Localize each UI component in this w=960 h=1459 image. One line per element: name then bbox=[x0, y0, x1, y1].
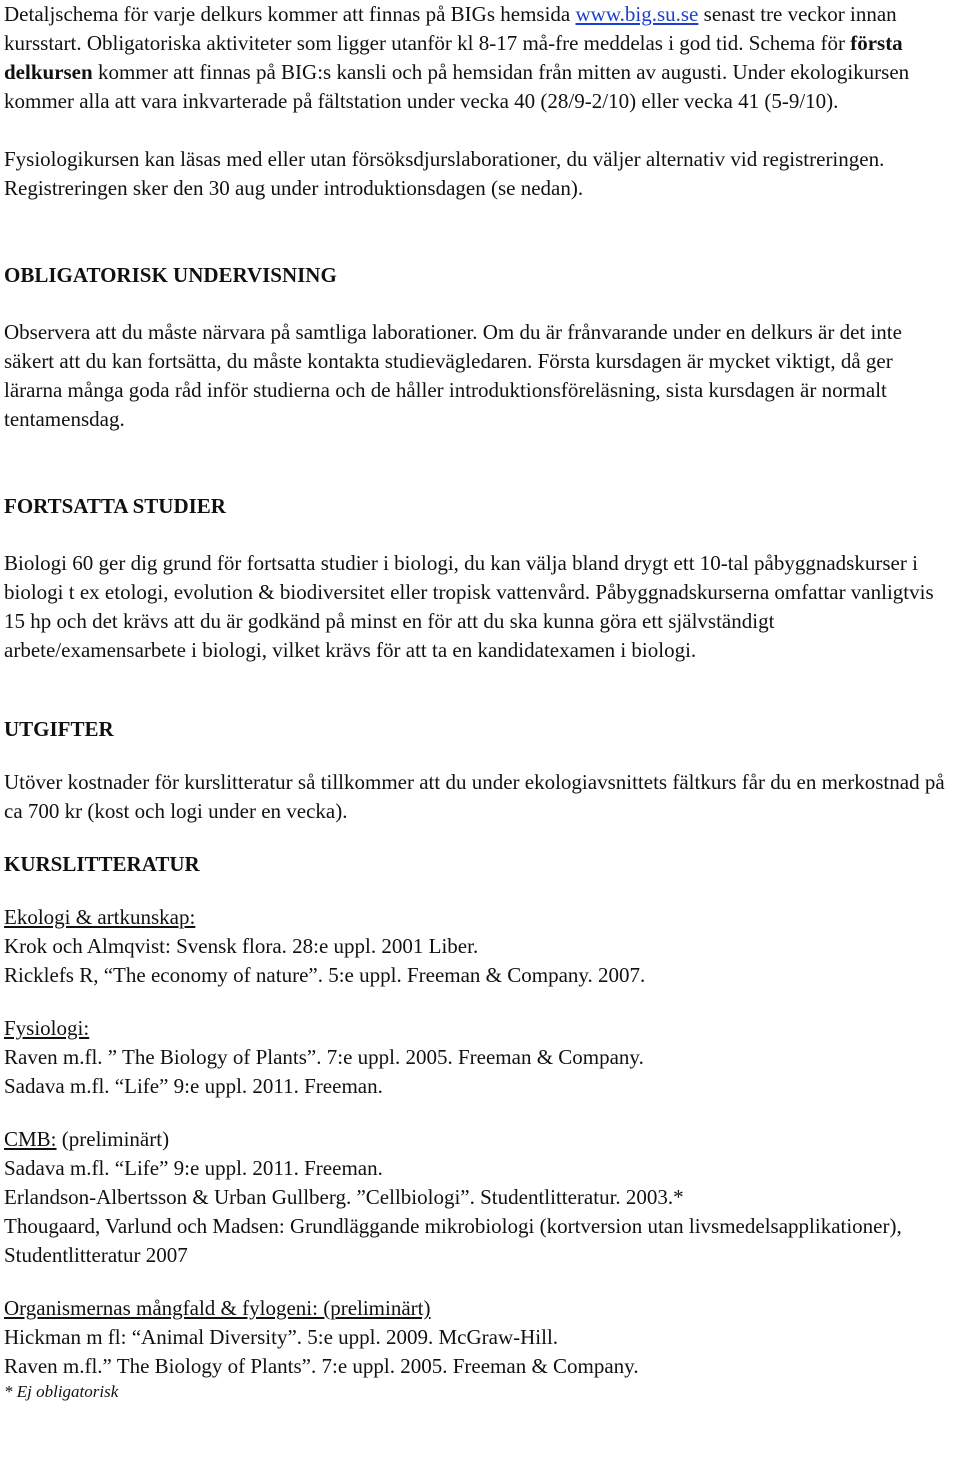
footnote: * Ej obligatorisk bbox=[4, 1382, 119, 1401]
obligatorisk-text: Observera att du måste närvara på samtliga laborationer. Om du är frånvarande under en delkurs är det inte säkert att du kan fortsätta, du måste kontakta studievägledaren. Första kursdagen är mycket viktigt, då ger lärarna många goda råd inför studierna och de håller introduktionsföreläsning, sista kursdagen är normalt tentamensdag. bbox=[4, 320, 902, 431]
utgifter-text: Utöver kostnader för kurslitteratur så tillkommer att du under ekologiavsnittets fältkurs får du en merkostnad på ca 700 kr (kost och logi under en vecka). bbox=[4, 770, 945, 823]
organismernas-item: Hickman m fl: “Animal Diversity”. 5:e uppl. 2009. McGraw-Hill. bbox=[4, 1325, 559, 1349]
ekologi-item: Ricklefs R, “The economy of nature”. 5:e uppl. Freeman & Company. 2007. bbox=[4, 963, 646, 987]
intro-paragraph-2: Fysiologikursen kan läsas med eller utan försöksdjurslaborationer, du väljer alternativ vid registreringen. Registreringen sker den 30 aug under introduktionsdagen (se nedan). bbox=[4, 147, 885, 200]
intro-text-c: kommer att finnas på BIG:s kansli och på hemsidan från mitten av augusti. Under ekologikursen kommer alla att vara inkvarterade på fältstation under vecka 40 (28/9-2/10) eller vecka 41 (5-9/10). bbox=[4, 60, 910, 113]
fysiologi-item: Raven m.fl. ” The Biology of Plants”. 7:e uppl. 2005. Freeman & Company. bbox=[4, 1045, 644, 1069]
fysiologi-title: Fysiologi: bbox=[4, 1016, 90, 1040]
utgifter-heading: UTGIFTER bbox=[4, 717, 114, 741]
organismernas-item: Raven m.fl.” The Biology of Plants”. 7:e uppl. 2005. Freeman & Company. bbox=[4, 1354, 639, 1378]
cmb-section bbox=[4, 1125, 956, 1270]
intro-paragraph-1 bbox=[4, 0, 956, 116]
fysiologi-item: Sadava m.fl. “Life” 9:e uppl. 2011. Freeman. bbox=[4, 1074, 383, 1098]
intro-text-bold: första delkursen bbox=[4, 31, 903, 84]
ekologi-section bbox=[4, 903, 956, 990]
fortsatta-text: Biologi 60 ger dig grund för fortsatta studier i biologi, du kan välja bland drygt ett 10-tal påbyggnadskurser i biologi t ex etologi, evolution & biodiversitet eller tropisk vattenvård. Påbyggnadskurserna omfattar vanligtvis 15 hp och det krävs att du är godkänd på minst en för att du ska kunna göra ett självständigt arbete/examensarbete i biologi, vilket krävs för att ta en kandidatexamen i biologi. bbox=[4, 551, 934, 662]
cmb-item: Thougaard, Varlund och Madsen: Grundläggande mikrobiologi (kortversion utan livsmedelsapplikationer), Studentlitteratur 2007 bbox=[4, 1214, 902, 1267]
organismernas-title: Organismernas mångfald & fylogeni: (preliminärt) bbox=[4, 1296, 431, 1320]
intro-text-b: senast tre veckor innan kursstart. Obligatoriska aktiviteter som ligger utanför kl 8-17 må-fre meddelas i god tid. Schema för bbox=[4, 2, 897, 55]
cmb-title-line bbox=[4, 1125, 956, 1154]
intro-text-a: Detaljschema för varje delkurs kommer att finnas på BIGs hemsida bbox=[4, 2, 576, 26]
kurslitteratur-heading: KURSLITTERATUR bbox=[4, 852, 200, 876]
cmb-title: CMB: bbox=[4, 1127, 57, 1151]
fysiologi-section bbox=[4, 1014, 956, 1101]
ekologi-title: Ekologi & artkunskap: bbox=[4, 905, 196, 929]
cmb-item: Erlandson-Albertsson & Urban Gullberg. ”Cellbiologi”. Studentlitteratur. 2003.* bbox=[4, 1185, 684, 1209]
fortsatta-heading: FORTSATTA STUDIER bbox=[4, 494, 226, 518]
big-website-link[interactable]: www.big.su.se bbox=[575, 2, 699, 26]
cmb-title-suffix: (preliminärt) bbox=[56, 1127, 170, 1151]
obligatorisk-heading: OBLIGATORISK UNDERVISNING bbox=[4, 263, 337, 287]
organismernas-section bbox=[4, 1294, 956, 1403]
ekologi-item: Krok och Almqvist: Svensk flora. 28:e uppl. 2001 Liber. bbox=[4, 934, 479, 958]
cmb-item: Sadava m.fl. “Life” 9:e uppl. 2011. Freeman. bbox=[4, 1156, 383, 1180]
